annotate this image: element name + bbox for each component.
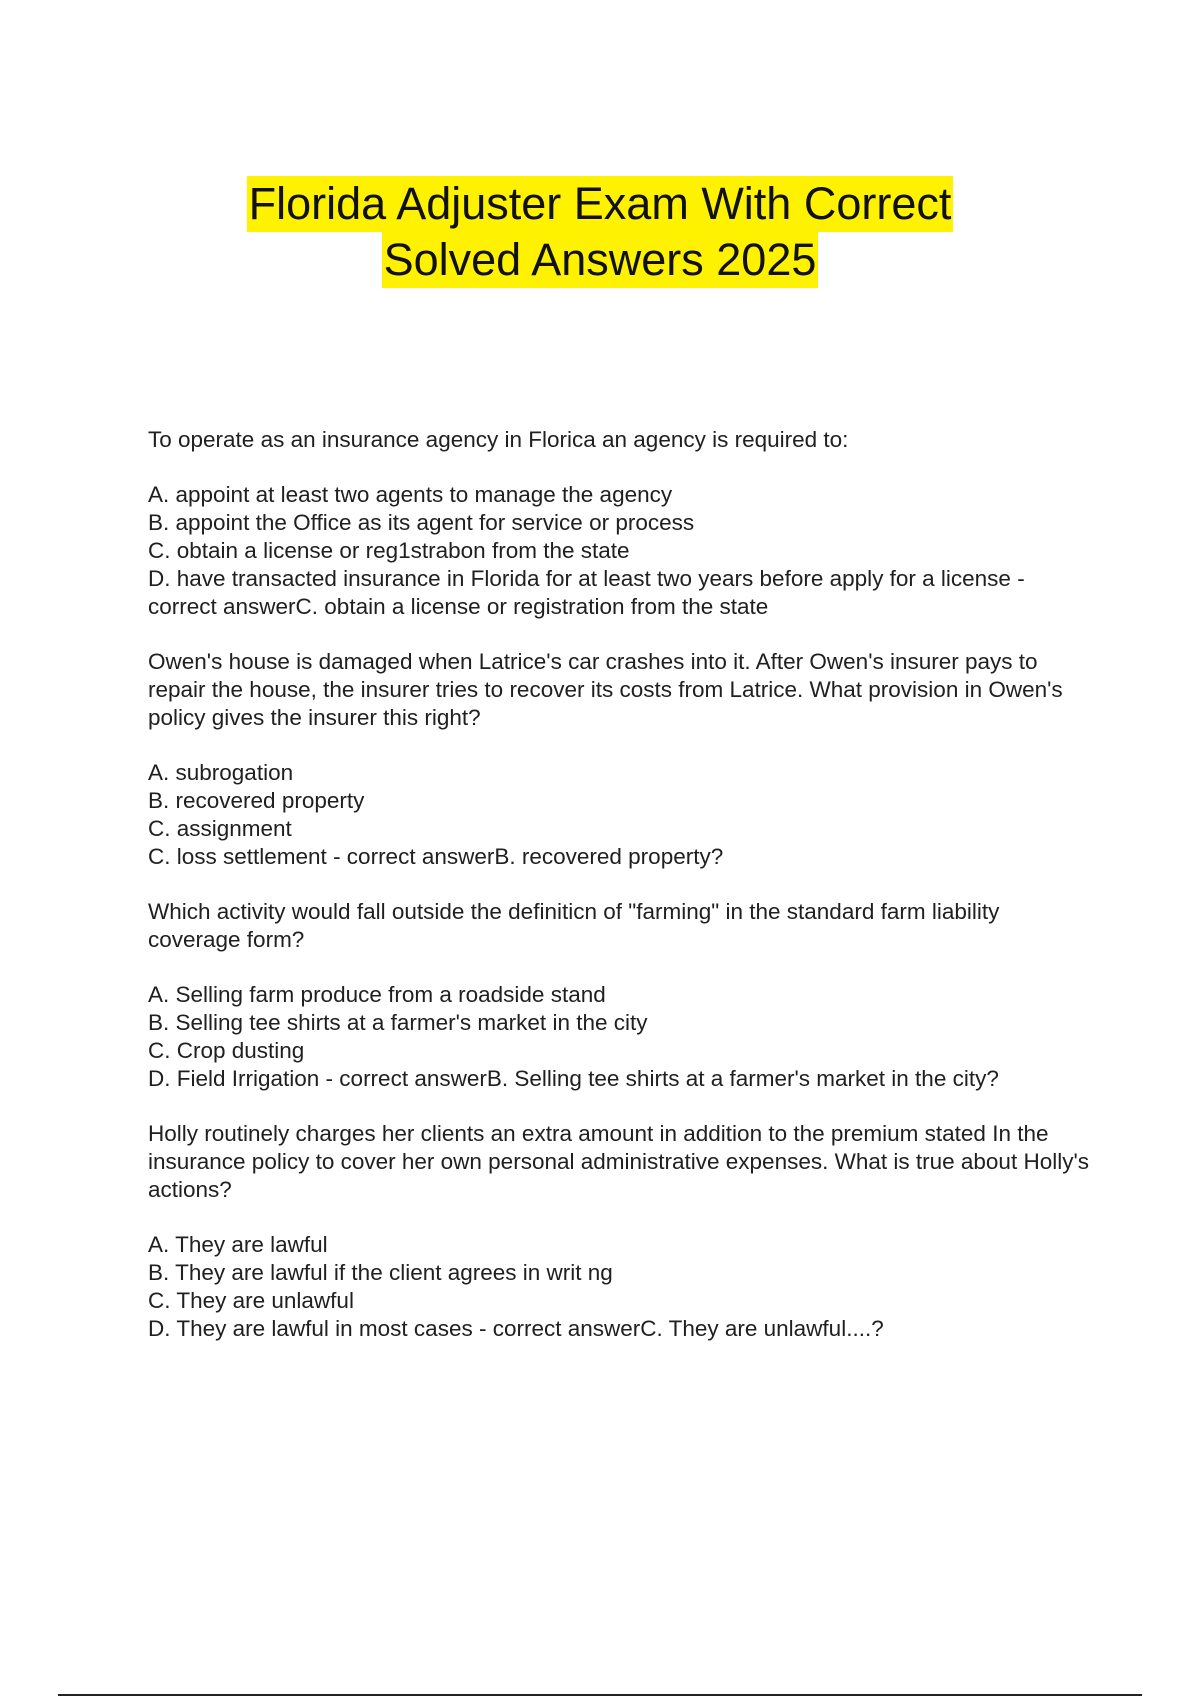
option-d-with-answer: C. loss settlement - correct answerB. recovered property? — [148, 844, 724, 869]
questions-list — [148, 426, 1098, 1370]
question-text: Holly routinely charges her clients an extra amount in addition to the premium stated In the insurance policy to cover her own personal administrative expenses. What is true about Holly's actions? — [148, 1121, 1090, 1202]
footer-divider — [58, 1694, 1142, 1696]
option-d-with-answer: D. have transacted insurance in Florida for at least two years before apply for a license - correct answerC. obtain a license or registration from the state — [148, 566, 1025, 619]
option-a: A. appoint at least two agents to manage the agency — [148, 482, 673, 507]
option-b: B. They are lawful if the client agrees in writ ng — [148, 1260, 613, 1285]
option-b: B. recovered property — [148, 788, 365, 813]
title-line-1: Florida Adjuster Exam With Correct — [247, 176, 954, 232]
question-text: To operate as an insurance agency in Florica an agency is required to: — [148, 427, 849, 452]
option-b: B. Selling tee shirts at a farmer's market in the city — [148, 1010, 648, 1035]
question-block-3 — [148, 898, 1098, 1093]
question-block-4 — [148, 1120, 1098, 1343]
question-block-2 — [148, 648, 1098, 871]
option-a: A. subrogation — [148, 760, 294, 785]
question-block-1 — [148, 426, 1098, 621]
document-title — [0, 176, 1200, 288]
option-c: C. obtain a license or reg1strabon from the state — [148, 538, 630, 563]
question-text: Which activity would fall outside the definiticn of "farming" in the standard farm liability coverage form? — [148, 899, 1000, 952]
option-b: B. appoint the Office as its agent for service or process — [148, 510, 695, 535]
option-d-with-answer: D. They are lawful in most cases - correct answerC. They are unlawful....? — [148, 1316, 884, 1341]
title-line-2: Solved Answers 2025 — [382, 232, 819, 288]
option-a: A. They are lawful — [148, 1232, 328, 1257]
option-c: C. They are unlawful — [148, 1288, 354, 1313]
option-a: A. Selling farm produce from a roadside stand — [148, 982, 606, 1007]
question-text: Owen's house is damaged when Latrice's car crashes into it. After Owen's insurer pays to repair the house, the insurer tries to recover its costs from Latrice. What provision in Owen's policy gives the insurer this right? — [148, 649, 1063, 730]
option-c: C. Crop dusting — [148, 1038, 305, 1063]
option-d-with-answer: D. Field Irrigation - correct answerB. Selling tee shirts at a farmer's market in the city? — [148, 1066, 999, 1091]
option-c: C. assignment — [148, 816, 292, 841]
